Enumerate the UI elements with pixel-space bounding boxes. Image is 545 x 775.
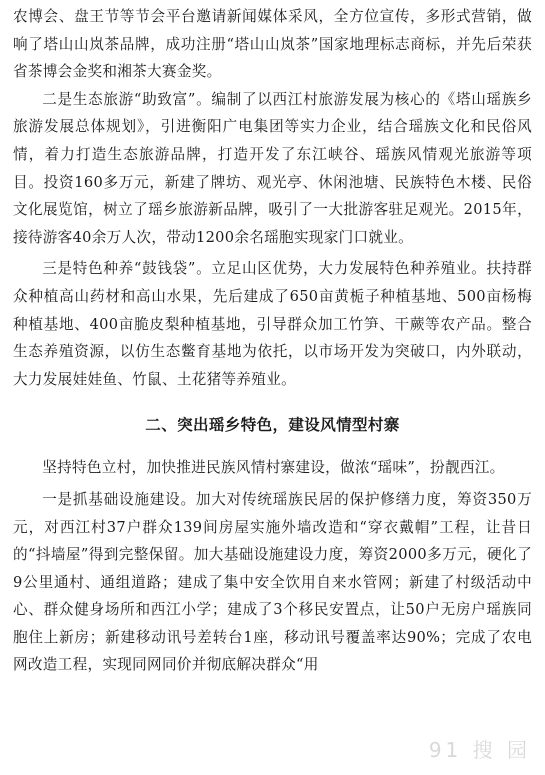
paragraph-village-building: 坚持特色立村，加快推进民族风情村寨建设，做浓“瑶味”，扮靓西江。 — [42, 459, 505, 477]
section-heading: 二、突出瑶乡特色，建设风情型村寨 — [145, 415, 400, 435]
paragraph-specialty-farming: 三是特色种养“鼓钱袋”。立足山区优势，大力发展特色种养殖业。扶持群众种植高山药材和高山水果，先后建成了650亩黄栀子种植基地、500亩杨梅种植基地、400亩脆皮梨种植基地，引导群众加工竹笋、干蕨等农产品。整合生态养殖资源，以仿生态鳖育基地为依托，以市场开发为突破口，内外联动，大力发展娃娃鱼、竹鼠、土花猪等养殖业。 — [13, 260, 532, 388]
site-watermark: 91 搜 园 — [428, 738, 531, 762]
paragraph-tea-brand: 农博会、盘王节等节会平台邀请新闻媒体采风，全方位宣传，多形式营销，做响了塔山山岚茶品牌，成功注册“塔山山岚茶”国家地理标志商标，并先后荣获省茶博会金奖和湘茶大赛金奖。 — [13, 8, 532, 81]
paragraph-eco-tourism: 二是生态旅游“助致富”。编制了以西江村旅游发展为核心的《塔山瑶族乡旅游发展总体规划》，引进衡阳广电集团等实力企业，结合瑶族文化和民俗风情，着力打造生态旅游品牌，打造开发了东江峡谷、瑶族风情观光旅游等项目。投资160多万元，新建了牌坊、观光亭、休闲池塘、民族特色木楼、民俗文化展览馆，树立了瑶乡旅游新品牌，吸引了一大批游客驻足观光。2015年，接待游客40余万人次，带动1200余名瑶胞实现家门口就业。 — [13, 90, 532, 246]
paragraph-infrastructure: 一是抓基础设施建设。加大对传统瑶族民居的保护修缮力度，筹资350万元，对西江村37户群众139间房屋实施外墙改造和“穿衣戴帽”工程，让昔日的“抖墙屋”得到完整保留。加大基础设施建设力度，筹资2000多万元，硬化了9公里通村、通组道路；建成了集中安全饮用自来水管网；新建了村级活动中心、群众健身场所和西江小学；建成了3个移民安置点，让50户无房户瑶族同胞住上新房；新建移动讯号差转台1座，移动讯号覆盖率达90%；完成了农电网改造工程，实现同网同价并彻底解决群众“用 — [13, 490, 532, 674]
